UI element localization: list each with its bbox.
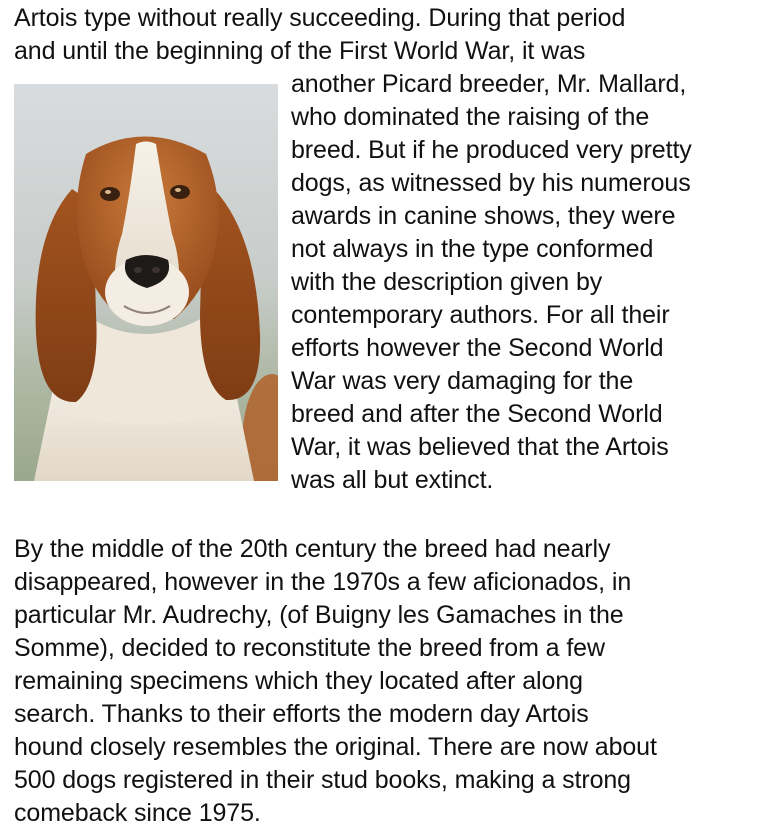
paragraph-line: By the middle of the 20th century the breed had nearly xyxy=(14,535,611,563)
paragraph-line: disappeared, however in the 1970s a few aficionados, in xyxy=(14,568,632,596)
dog-photo xyxy=(14,84,278,481)
paragraph-line: efforts however the Second World xyxy=(291,334,664,362)
paragraph-line: Somme), decided to reconstitute the breed from a few xyxy=(14,634,605,662)
paragraph-line: breed. But if he produced very pretty xyxy=(291,136,692,164)
paragraph-line: and until the beginning of the First World War, it was xyxy=(14,37,586,65)
paragraph-line: remaining specimens which they located after along xyxy=(14,667,583,695)
paragraph-line: comeback since 1975. xyxy=(14,799,261,827)
paragraph-line: War, it was believed that the Artois xyxy=(291,433,669,461)
paragraph-line: hound closely resembles the original. There are now about xyxy=(14,733,657,761)
paragraph-line: particular Mr. Audrechy, (of Buigny les Gamaches in the xyxy=(14,601,624,629)
paragraph-line: Artois type without really succeeding. During that period xyxy=(14,4,626,32)
paragraph-line: contemporary authors. For all their xyxy=(291,301,670,329)
paragraph-line: another Picard breeder, Mr. Mallard, xyxy=(291,70,687,98)
paragraph-line: awards in canine shows, they were xyxy=(291,202,676,230)
artois-hound-illustration xyxy=(14,84,278,481)
paragraph-line: War was very damaging for the xyxy=(291,367,634,395)
paragraph-line: not always in the type conformed xyxy=(291,235,654,263)
paragraph-line: was all but extinct. xyxy=(291,466,494,494)
paragraph-line: breed and after the Second World xyxy=(291,400,663,428)
paragraph-line: who dominated the raising of the xyxy=(291,103,650,131)
paragraph-line: 500 dogs registered in their stud books, making a strong xyxy=(14,766,631,794)
paragraph-line: dogs, as witnessed by his numerous xyxy=(291,169,691,197)
paragraph-line: with the description given by xyxy=(291,268,603,296)
paragraph-line: search. Thanks to their efforts the modern day Artois xyxy=(14,700,589,728)
